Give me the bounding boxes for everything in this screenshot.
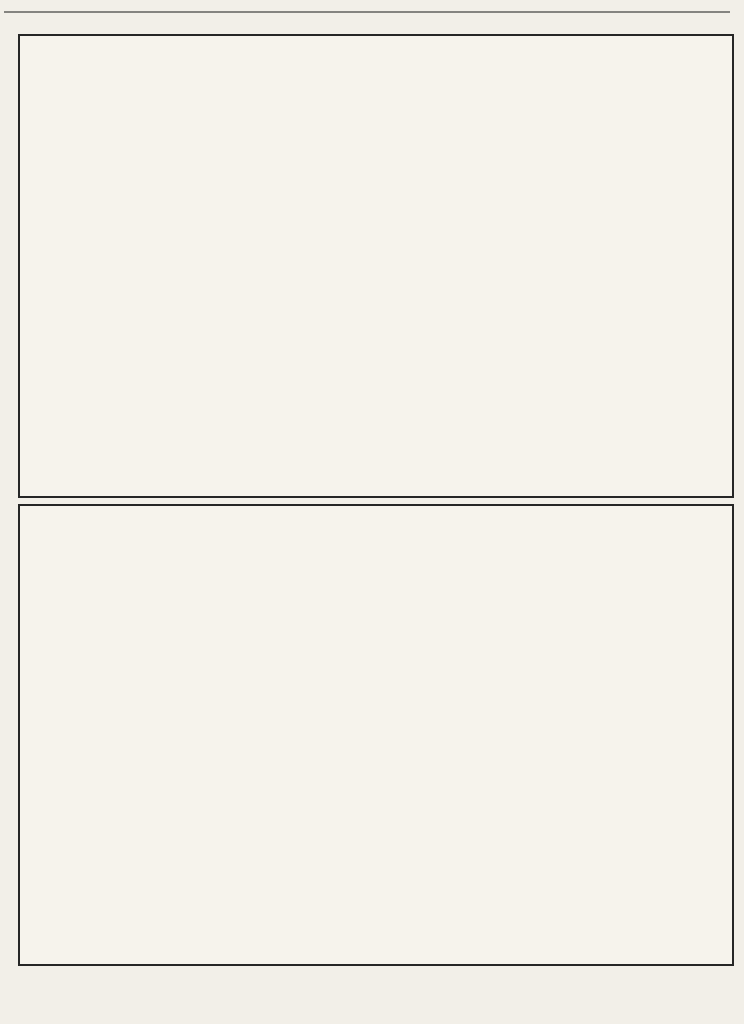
- scan-edge-line: [4, 11, 730, 13]
- roster-table-top: [18, 34, 734, 498]
- roster-table-bottom: [18, 504, 734, 966]
